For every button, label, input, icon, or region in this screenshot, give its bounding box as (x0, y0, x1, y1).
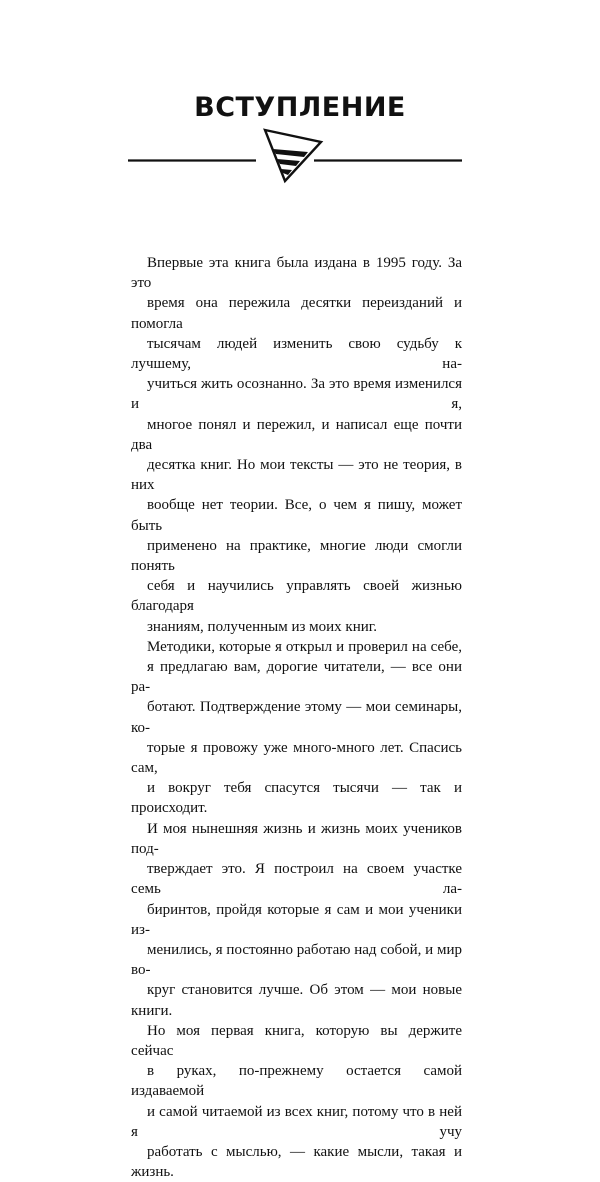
text-line: многое понял и пережил, и написал еще почти два (131, 416, 462, 453)
chapter-title: ВСТУПЛЕНИЕ (194, 92, 406, 123)
text-line: круг становится лучше. Об этом — мои новые книги. (131, 982, 462, 1019)
triangle-stripe-1 (273, 149, 308, 157)
text-line: я предлагаю вам, дорогие читатели, — все они ра- (131, 659, 462, 696)
paragraph-3 (131, 1021, 462, 1182)
text-line: и вокруг тебя спасутся тысячи — так и происходит. (131, 780, 462, 817)
text-line: время она пережила десятки переизданий и помогла (131, 295, 462, 332)
text-line: Методики, которые я открыл и проверил на себе, (147, 638, 462, 655)
paragraph-2 (131, 637, 462, 1021)
text-line: Впервые эта книга была издана в 1995 году. За это (131, 255, 462, 292)
text-line: И моя нынешняя жизнь и жизнь моих учеников под- (131, 820, 462, 857)
text-line: тысячам людей изменить свою судьбу к лучшему, на- (131, 335, 462, 373)
paragraph-1 (131, 253, 462, 637)
text-line: менились, я постоянно работаю над собой, и мир во- (131, 941, 462, 979)
text-line: работать с мыслью, — какие мысли, такая и жизнь. (131, 1143, 462, 1181)
text-line: себя и научились управлять своей жизнью благодаря (131, 578, 462, 615)
text-line: десятка книг. Но мои тексты — это не теория, в них (131, 457, 462, 494)
text-line: торые я провожу уже много-много лет. Спасись сам, (131, 739, 462, 777)
text-line: и самой читаемой из всех книг, потому что в ней я учу (131, 1103, 462, 1140)
text-line: в руках, по-прежнему остается самой издаваемой (131, 1063, 462, 1100)
text-line: знаниям, полученным из моих книг. (147, 618, 377, 635)
text-line: применено на практике, многие люди смогли понять (131, 537, 462, 575)
triangle-stripe-2 (277, 159, 300, 166)
text-line: вообще нет теории. Все, о чем я пишу, может быть (131, 497, 462, 534)
text-line: учиться жить осознанно. За это время изменился и я, (131, 376, 462, 413)
text-line: ботают. Подтверждение этому — мои семинары, ко- (131, 699, 462, 736)
body-text (131, 253, 462, 1182)
triangle-divider-icon (128, 128, 462, 184)
text-line: Но моя первая книга, которую вы держите сейчас (131, 1022, 462, 1059)
text-line: биринтов, пройдя которые я сам и мои ученики из- (131, 901, 462, 938)
text-line: тверждает это. Я построил на своем участке семь ла- (131, 861, 462, 898)
